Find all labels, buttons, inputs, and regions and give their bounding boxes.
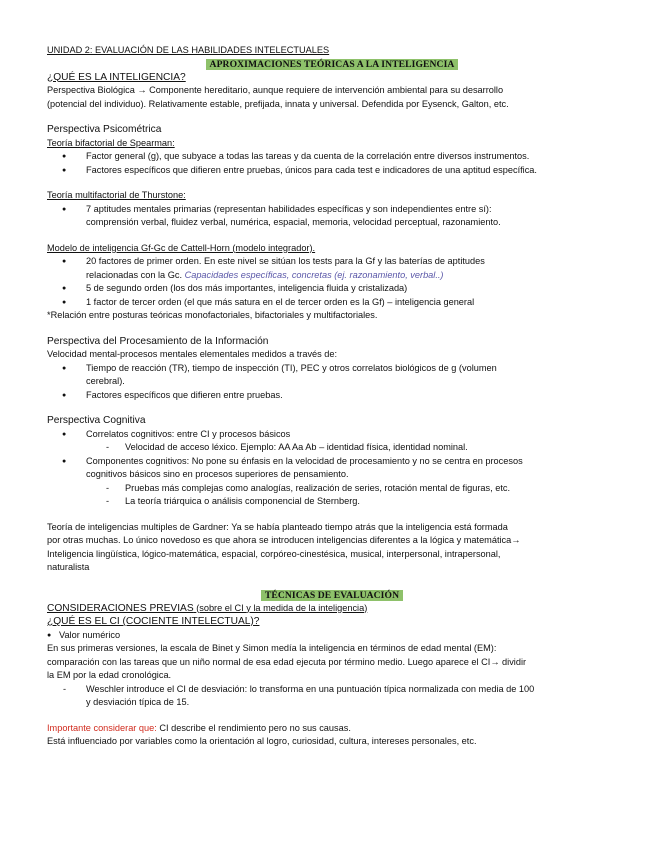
spearman-item-1: ● Factor general (g), que subyace a todas las tareas y da cuenta de la correlación entre diversos instrumentos. [47, 150, 617, 164]
consideraciones-title-sub: (sobre el CI y la medida de la inteligencia) [196, 602, 368, 613]
important-text: CI describe el rendimiento pero no sus causas. [156, 722, 351, 733]
cattell-item-1-line-2 [86, 269, 617, 283]
spearman-title: Teoría bifactorial de Spearman: [47, 137, 175, 148]
thurstone-title: Teoría multifactorial de Thurstone: [47, 190, 186, 200]
thurstone-item-line-1: ● 7 aptitudes mentales primarias (representan habilidades específicas y son independientes entre sí): [86, 203, 492, 214]
spearman-item-2: ● Factores específicos que difieren entre pruebas, únicos para cada test e indicadores de una aptitud específica. [47, 164, 617, 178]
weschler-line-2: y desviación típica de 15. [86, 697, 190, 707]
gardner-line-2: por otras muchas. Lo único novedoso es que ahora se introducen inteligencias diferentes a la lógica y matemática→ [47, 535, 521, 545]
binet-line-2: comparación con las tareas que un niño normal de esa edad ejecuta por término medio. Luego aparece el CI→ dividir [47, 656, 527, 667]
cattell-item-3: ● 1 factor de tercer orden (el que más satura en el de tercer orden es la Gf) – inteligencia general [47, 296, 617, 310]
procesamiento-title: Perspectiva del Procesamiento de la Información [47, 335, 269, 347]
procesamiento-item-1-line-2: cerebral). [86, 376, 125, 386]
question-inteligencia: ¿QUÉ ES LA INTELIGENCIA? [47, 71, 186, 83]
cattell-item-1-line-1: ● 20 factores de primer orden. En este nivel se sitúan los tests para la Gf y las baterías de aptitudes [86, 256, 485, 266]
cognitiva-item-1-sub: - Velocidad de acceso léxico. Ejemplo: AA Aa Ab – identidad física, identidad nominal. [47, 441, 617, 455]
consideraciones-title-main: CONSIDERACIONES PREVIAS [47, 602, 194, 614]
procesamiento-item-1 [47, 362, 617, 389]
psicometrica-title: Perspectiva Psicométrica [47, 124, 162, 135]
question-ci: ¿QUÉ ES EL CI (COCIENTE INTELECTUAL)? [47, 616, 260, 627]
binet-line-1: En sus primeras versiones, la escala de Binet y Simon medía la inteligencia en términos de edad mental (EM): [47, 643, 497, 653]
gardner-line-3: Inteligencia lingüística, lógico-matemática, espacial, corpóreo-cinestésica, musical, interpersonal, intrapersonal, [47, 548, 501, 559]
postures-note: *Relación entre posturas teóricas monofactoriales, bifactoriales y multifactoriales. [47, 310, 378, 320]
thurstone-item-line-2: comprensión verbal, fluidez verbal, numérica, espacial, memoria, velocidad perceptual, razonamiento. [86, 217, 501, 227]
gardner-line-1: Teoría de inteligencias multiples de Gardner: Ya se había planteado tiempo atrás que la inteligencia está formada [47, 521, 508, 532]
cattell-title: Modelo de inteligencia Gf-Gc de Cattell-Horn (modelo integrador). [47, 242, 316, 253]
cognitiva-item-2-line-2: cognitivos básicos sino en procesos superiores de pensamiento. [86, 469, 349, 479]
biologica-line-1: Perspectiva Biológica → Componente hereditario, aunque requiere de intervención ambiental para su desarrollo [47, 85, 504, 95]
cattell-item-1 [47, 255, 617, 282]
section-heading-text: APROXIMACIONES TEÓRICAS A LA INTELIGENCIA [206, 59, 459, 70]
cognitiva-item-2 [47, 455, 617, 482]
influence-line: Está influenciado por variables como la orientación al logro, curiosidad, cultura, intereses personales, etc. [47, 736, 477, 746]
section-heading-aproximaciones [47, 58, 617, 71]
weschler-item [47, 683, 617, 710]
biologica-line-2: (potencial del individuo). Relativamente estable, prefijada, innata y universal. Defendida por Eysenck, Galton, etc. [47, 98, 509, 109]
procesamiento-intro: Velocidad mental-procesos mentales elementales medidos a través de: [47, 349, 338, 359]
cognitiva-item-2-line-1: ● Componentes cognitivos: No pone su énfasis en la velocidad de procesamiento y no se centra en procesos [86, 455, 523, 466]
cognitiva-item-1: ● Correlatos cognitivos: entre CI y procesos básicos [47, 428, 617, 442]
gardner-line-4: naturalista [47, 562, 90, 572]
unit-title: UNIDAD 2: EVALUACIÓN DE LAS HABILIDADES INTELECTUALES [47, 45, 330, 55]
valor-numerico-item: ● Valor numérico [47, 629, 617, 643]
section-heading-tecnicas [47, 589, 617, 602]
important-line [47, 722, 617, 736]
important-label: Importante considerar que: [47, 722, 157, 733]
section-heading-text: TÉCNICAS DE EVALUACIÓN [261, 590, 403, 601]
document-page [47, 44, 617, 749]
consideraciones-title [47, 602, 617, 616]
cognitiva-item-2-sub-2: - La teoría triárquica o análisis componencial de Sternberg. [47, 495, 617, 509]
binet-line-3: la EM por la edad cronológica. [47, 670, 172, 680]
cattell-item-1-example: Capacidades específicas, concretas (ej. razonamiento, verbal..) [184, 269, 444, 280]
cognitiva-title: Perspectiva Cognitiva [47, 415, 146, 426]
thurstone-item [47, 203, 617, 230]
procesamiento-item-2: ● Factores específicos que difieren entre pruebas. [47, 389, 617, 403]
cattell-item-1-text: relacionadas con la Gc. [86, 269, 183, 280]
cattell-item-2: ● 5 de segundo orden (los dos más importantes, inteligencia fluida y cristalizada) [47, 282, 617, 296]
cognitiva-item-2-sub-1: - Pruebas más complejas como analogías, realización de series, rotación mental de figuras, etc. [47, 482, 617, 496]
weschler-line-1: - Weschler introduce el CI de desviación: lo transforma en una puntuación típica normalizada con media de 100 [86, 683, 535, 694]
procesamiento-item-1-line-1: ● Tiempo de reacción (TR), tiempo de inspección (TI), PEC y otros correlatos biológicos de g (volumen [86, 362, 497, 373]
